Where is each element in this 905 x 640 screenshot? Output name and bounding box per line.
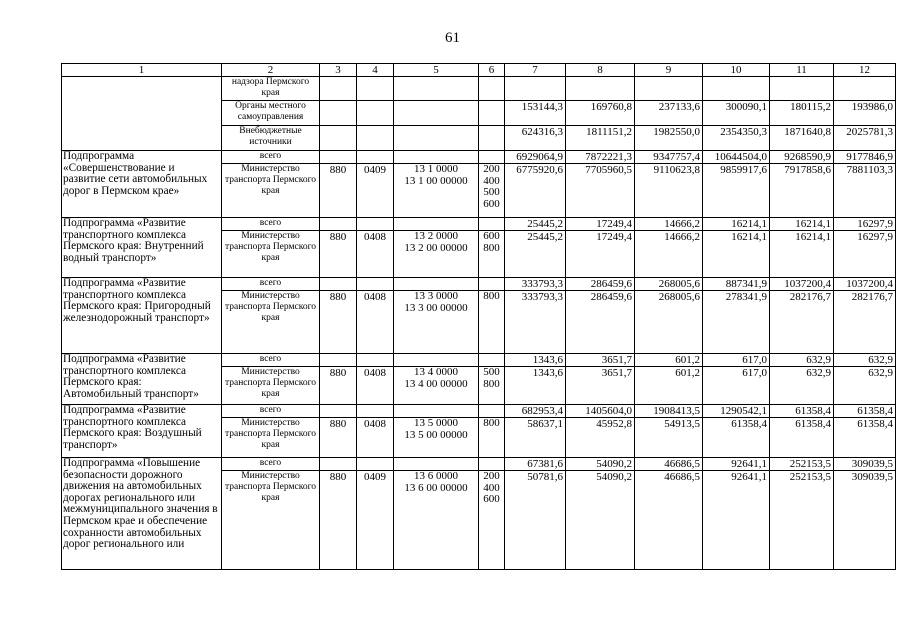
value-cell [505, 77, 566, 101]
table-row [62, 278, 896, 291]
kbk-cell [394, 471, 479, 570]
total-value-cell: 54090,2 [566, 458, 635, 471]
expense-type-code: 800 [483, 241, 500, 254]
total-value-cell: 61358,4 [770, 405, 834, 418]
empty-cell [320, 126, 357, 151]
total-value-cell: 61358,4 [834, 405, 896, 418]
section-code: 0408 [357, 367, 394, 405]
table-row [62, 458, 896, 471]
value-cell: 237133,6 [635, 101, 703, 126]
total-value-cell: 1290542,1 [703, 405, 770, 418]
value-cell: 16297,9 [834, 231, 896, 278]
empty-cell [394, 101, 479, 126]
col-header: 2 [222, 64, 320, 77]
table-row [62, 354, 896, 367]
total-value-cell: 1908413,5 [635, 405, 703, 418]
expense-type-cell [479, 291, 505, 354]
expense-type-code: 400 [483, 174, 500, 187]
section-code: 0408 [357, 291, 394, 354]
empty-cell [394, 151, 479, 164]
total-value-cell: 25445,2 [505, 218, 566, 231]
ministry-label: Министерство транспорта Пермского края [222, 164, 320, 218]
empty-cell [479, 151, 505, 164]
total-label: всего [222, 458, 320, 471]
value-cell [834, 77, 896, 101]
value-cell: 45952,8 [566, 418, 635, 458]
empty-cell [357, 126, 394, 151]
value-cell: 278341,9 [703, 291, 770, 354]
expense-type-code: 400 [483, 481, 500, 494]
page-number: 61 [445, 30, 460, 46]
value-cell: 2025781,3 [834, 126, 896, 151]
expense-type-code: 800 [483, 417, 500, 429]
value-cell: 54913,5 [635, 418, 703, 458]
empty-cell [479, 278, 505, 291]
value-cell: 282176,7 [770, 291, 834, 354]
empty-cell [320, 354, 357, 367]
value-cell: 17249,4 [566, 231, 635, 278]
empty-cell [479, 458, 505, 471]
subprogram-title: Подпрограмма «Повышение безопасности дорожного движения на автомобильных дорогах регионального или межмуниципального значения в Пермском крае и обеспечение сохранности автомобильных дорог регионального или [62, 458, 222, 570]
subprogram-title: Подпрограмма «Развитие транспортного комплекса Пермского края: Воздушный транспорт» [62, 405, 222, 458]
total-value-cell: 333793,3 [505, 278, 566, 291]
col-header: 10 [703, 64, 770, 77]
value-cell: 180115,2 [770, 101, 834, 126]
kbk-cell [394, 418, 479, 458]
table-row [62, 405, 896, 418]
kbk-code: 13 1 0000 [414, 163, 458, 175]
value-cell: 50781,6 [505, 471, 566, 570]
expense-type-cell [479, 367, 505, 405]
empty-cell [357, 77, 394, 101]
section-code: 0408 [357, 418, 394, 458]
col-header: 9 [635, 64, 703, 77]
expense-type-cell [479, 418, 505, 458]
value-cell: 58637,1 [505, 418, 566, 458]
col-header: 8 [566, 64, 635, 77]
total-label: всего [222, 354, 320, 367]
total-value-cell: 3651,7 [566, 354, 635, 367]
col-header: 12 [834, 64, 896, 77]
empty-cell [320, 101, 357, 126]
total-label: всего [222, 405, 320, 418]
empty-cell [320, 218, 357, 231]
total-label: всего [222, 278, 320, 291]
ministry-label: Министерство транспорта Пермского края [222, 231, 320, 278]
empty-cell [394, 405, 479, 418]
value-cell: 16214,1 [703, 231, 770, 278]
col-header: 1 [62, 64, 222, 77]
source-label: Органы местного самоуправления [222, 101, 320, 126]
total-value-cell: 16214,1 [703, 218, 770, 231]
value-cell: 632,9 [834, 367, 896, 405]
total-value-cell: 617,0 [703, 354, 770, 367]
expense-type-cell [479, 164, 505, 218]
empty-cell [394, 126, 479, 151]
total-value-cell: 601,2 [635, 354, 703, 367]
col-header: 6 [479, 64, 505, 77]
value-cell: 7881103,3 [834, 164, 896, 218]
value-cell: 300090,1 [703, 101, 770, 126]
total-value-cell: 16214,1 [770, 218, 834, 231]
empty-cell [394, 354, 479, 367]
value-cell: 333793,3 [505, 291, 566, 354]
empty-cell [394, 278, 479, 291]
total-label: всего [222, 218, 320, 231]
subprogram-title: Подпрограмма «Развитие транспортного комплекса Пермского края: Внутренний водный транспорт» [62, 218, 222, 278]
empty-cell [357, 458, 394, 471]
kbk-cell [394, 291, 479, 354]
kbk-cell [394, 231, 479, 278]
ministry-code: 880 [320, 418, 357, 458]
total-value-cell: 10644504,0 [703, 151, 770, 164]
total-value-cell: 268005,6 [635, 278, 703, 291]
col-header: 3 [320, 64, 357, 77]
empty-cell [320, 405, 357, 418]
value-cell: 61358,4 [770, 418, 834, 458]
source-label: надзора Пермского края [222, 77, 320, 101]
total-value-cell: 1037200,4 [834, 278, 896, 291]
kbk-cell [394, 367, 479, 405]
section-code: 0409 [357, 471, 394, 570]
col-header: 7 [505, 64, 566, 77]
kbk-code: 13 5 00 00000 [404, 428, 468, 441]
value-cell: 153144,3 [505, 101, 566, 126]
kbk-code: 13 4 00 00000 [404, 377, 468, 390]
total-value-cell: 632,9 [834, 354, 896, 367]
table-row [62, 151, 896, 164]
empty-cell [479, 354, 505, 367]
total-value-cell: 6929064,9 [505, 151, 566, 164]
value-cell: 14666,2 [635, 231, 703, 278]
value-cell [770, 77, 834, 101]
col-header: 5 [394, 64, 479, 77]
value-cell [703, 77, 770, 101]
value-cell: 624316,3 [505, 126, 566, 151]
expense-type-cell [479, 471, 505, 570]
kbk-code: 13 6 00 00000 [404, 481, 468, 494]
total-value-cell: 887341,9 [703, 278, 770, 291]
expense-type-code: 500 [483, 186, 500, 198]
value-cell [635, 77, 703, 101]
value-cell: 1871640,8 [770, 126, 834, 151]
section-code: 0408 [357, 231, 394, 278]
subprogram-title: Подпрограмма «Совершенствование и развитие сети автомобильных дорог в Пермском крае» [62, 151, 222, 218]
total-value-cell: 9177846,9 [834, 151, 896, 164]
value-cell: 3651,7 [566, 367, 635, 405]
value-cell: 632,9 [770, 367, 834, 405]
kbk-code: 13 4 0000 [414, 366, 458, 378]
kbk-code: 13 6 0000 [414, 470, 458, 482]
empty-cell [357, 101, 394, 126]
expense-type-code: 500 [483, 366, 500, 378]
empty-cell [357, 405, 394, 418]
empty-cell [320, 278, 357, 291]
empty-cell [320, 77, 357, 101]
value-cell: 169760,8 [566, 101, 635, 126]
value-cell: 92641,1 [703, 471, 770, 570]
header-row [62, 64, 896, 77]
ministry-code: 880 [320, 164, 357, 218]
value-cell: 9859917,6 [703, 164, 770, 218]
value-cell [566, 77, 635, 101]
total-value-cell: 14666,2 [635, 218, 703, 231]
ministry-label: Министерство транспорта Пермского края [222, 291, 320, 354]
total-value-cell: 16297,9 [834, 218, 896, 231]
total-value-cell: 46686,5 [635, 458, 703, 471]
empty-cell [479, 405, 505, 418]
empty-cell [357, 278, 394, 291]
total-value-cell: 682953,4 [505, 405, 566, 418]
empty-cell [479, 126, 505, 151]
empty-cell [479, 101, 505, 126]
empty-cell [394, 77, 479, 101]
value-cell: 268005,6 [635, 291, 703, 354]
subprogram-title: Подпрограмма «Развитие транспортного комплекса Пермского края: Автомобильный транспорт» [62, 354, 222, 405]
total-value-cell: 67381,6 [505, 458, 566, 471]
value-cell: 7917858,6 [770, 164, 834, 218]
kbk-code: 13 2 00 00000 [404, 241, 468, 254]
section-code: 0409 [357, 164, 394, 218]
value-cell: 252153,5 [770, 471, 834, 570]
value-cell: 286459,6 [566, 291, 635, 354]
value-cell: 46686,5 [635, 471, 703, 570]
kbk-cell [394, 164, 479, 218]
expense-type-cell [479, 231, 505, 278]
total-value-cell: 632,9 [770, 354, 834, 367]
value-cell: 1343,6 [505, 367, 566, 405]
kbk-code: 13 3 00 00000 [404, 301, 468, 314]
empty-cell [357, 354, 394, 367]
total-label: всего [222, 151, 320, 164]
empty-cell [357, 218, 394, 231]
total-value-cell: 309039,5 [834, 458, 896, 471]
total-value-cell: 9268590,9 [770, 151, 834, 164]
ministry-code: 880 [320, 231, 357, 278]
value-cell: 54090,2 [566, 471, 635, 570]
kbk-code: 13 1 00 00000 [404, 174, 468, 187]
expense-type-code: 200 [483, 470, 500, 482]
empty-cell [394, 218, 479, 231]
empty-cell [357, 151, 394, 164]
expense-type-code: 600 [483, 230, 500, 242]
total-value-cell: 1405604,0 [566, 405, 635, 418]
ministry-label: Министерство транспорта Пермского края [222, 367, 320, 405]
total-value-cell: 252153,5 [770, 458, 834, 471]
value-cell: 16214,1 [770, 231, 834, 278]
total-value-cell: 92641,1 [703, 458, 770, 471]
total-value-cell: 7872221,3 [566, 151, 635, 164]
table-row [62, 218, 896, 231]
empty-cell [479, 218, 505, 231]
value-cell: 309039,5 [834, 471, 896, 570]
subprogram-title: Подпрограмма «Развитие транспортного комплекса Пермского края: Пригородный железнодорожный транспорт» [62, 278, 222, 354]
table-row [62, 77, 896, 101]
ministry-code: 880 [320, 291, 357, 354]
total-value-cell: 286459,6 [566, 278, 635, 291]
empty-cell [479, 77, 505, 101]
value-cell: 601,2 [635, 367, 703, 405]
value-cell: 25445,2 [505, 231, 566, 278]
value-cell: 7705960,5 [566, 164, 635, 218]
col-header: 11 [770, 64, 834, 77]
empty-cell [320, 458, 357, 471]
empty-cell [394, 458, 479, 471]
value-cell: 6775920,6 [505, 164, 566, 218]
total-value-cell: 1037200,4 [770, 278, 834, 291]
expense-type-code: 200 [483, 163, 500, 175]
value-cell: 61358,4 [834, 418, 896, 458]
value-cell: 2354350,3 [703, 126, 770, 151]
kbk-code: 13 5 0000 [414, 417, 458, 429]
expense-type-code: 600 [483, 197, 500, 210]
total-value-cell: 9347757,4 [635, 151, 703, 164]
budget-table [61, 63, 896, 570]
total-value-cell: 1343,6 [505, 354, 566, 367]
empty-cell [62, 77, 222, 151]
kbk-code: 13 3 0000 [414, 290, 458, 302]
total-value-cell: 17249,4 [566, 218, 635, 231]
value-cell: 617,0 [703, 367, 770, 405]
expense-type-code: 800 [483, 290, 500, 302]
expense-type-code: 600 [483, 493, 500, 505]
value-cell: 1982550,0 [635, 126, 703, 151]
empty-cell [320, 151, 357, 164]
value-cell: 282176,7 [834, 291, 896, 354]
ministry-code: 880 [320, 471, 357, 570]
value-cell: 1811151,2 [566, 126, 635, 151]
value-cell: 9110623,8 [635, 164, 703, 218]
value-cell: 193986,0 [834, 101, 896, 126]
col-header: 4 [357, 64, 394, 77]
kbk-code: 13 2 0000 [414, 230, 458, 242]
expense-type-code: 800 [483, 377, 500, 390]
value-cell: 61358,4 [703, 418, 770, 458]
source-label: Внебюджетные источники [222, 126, 320, 151]
ministry-label: Министерство транспорта Пермского края [222, 471, 320, 570]
ministry-label: Министерство транспорта Пермского края [222, 418, 320, 458]
ministry-code: 880 [320, 367, 357, 405]
